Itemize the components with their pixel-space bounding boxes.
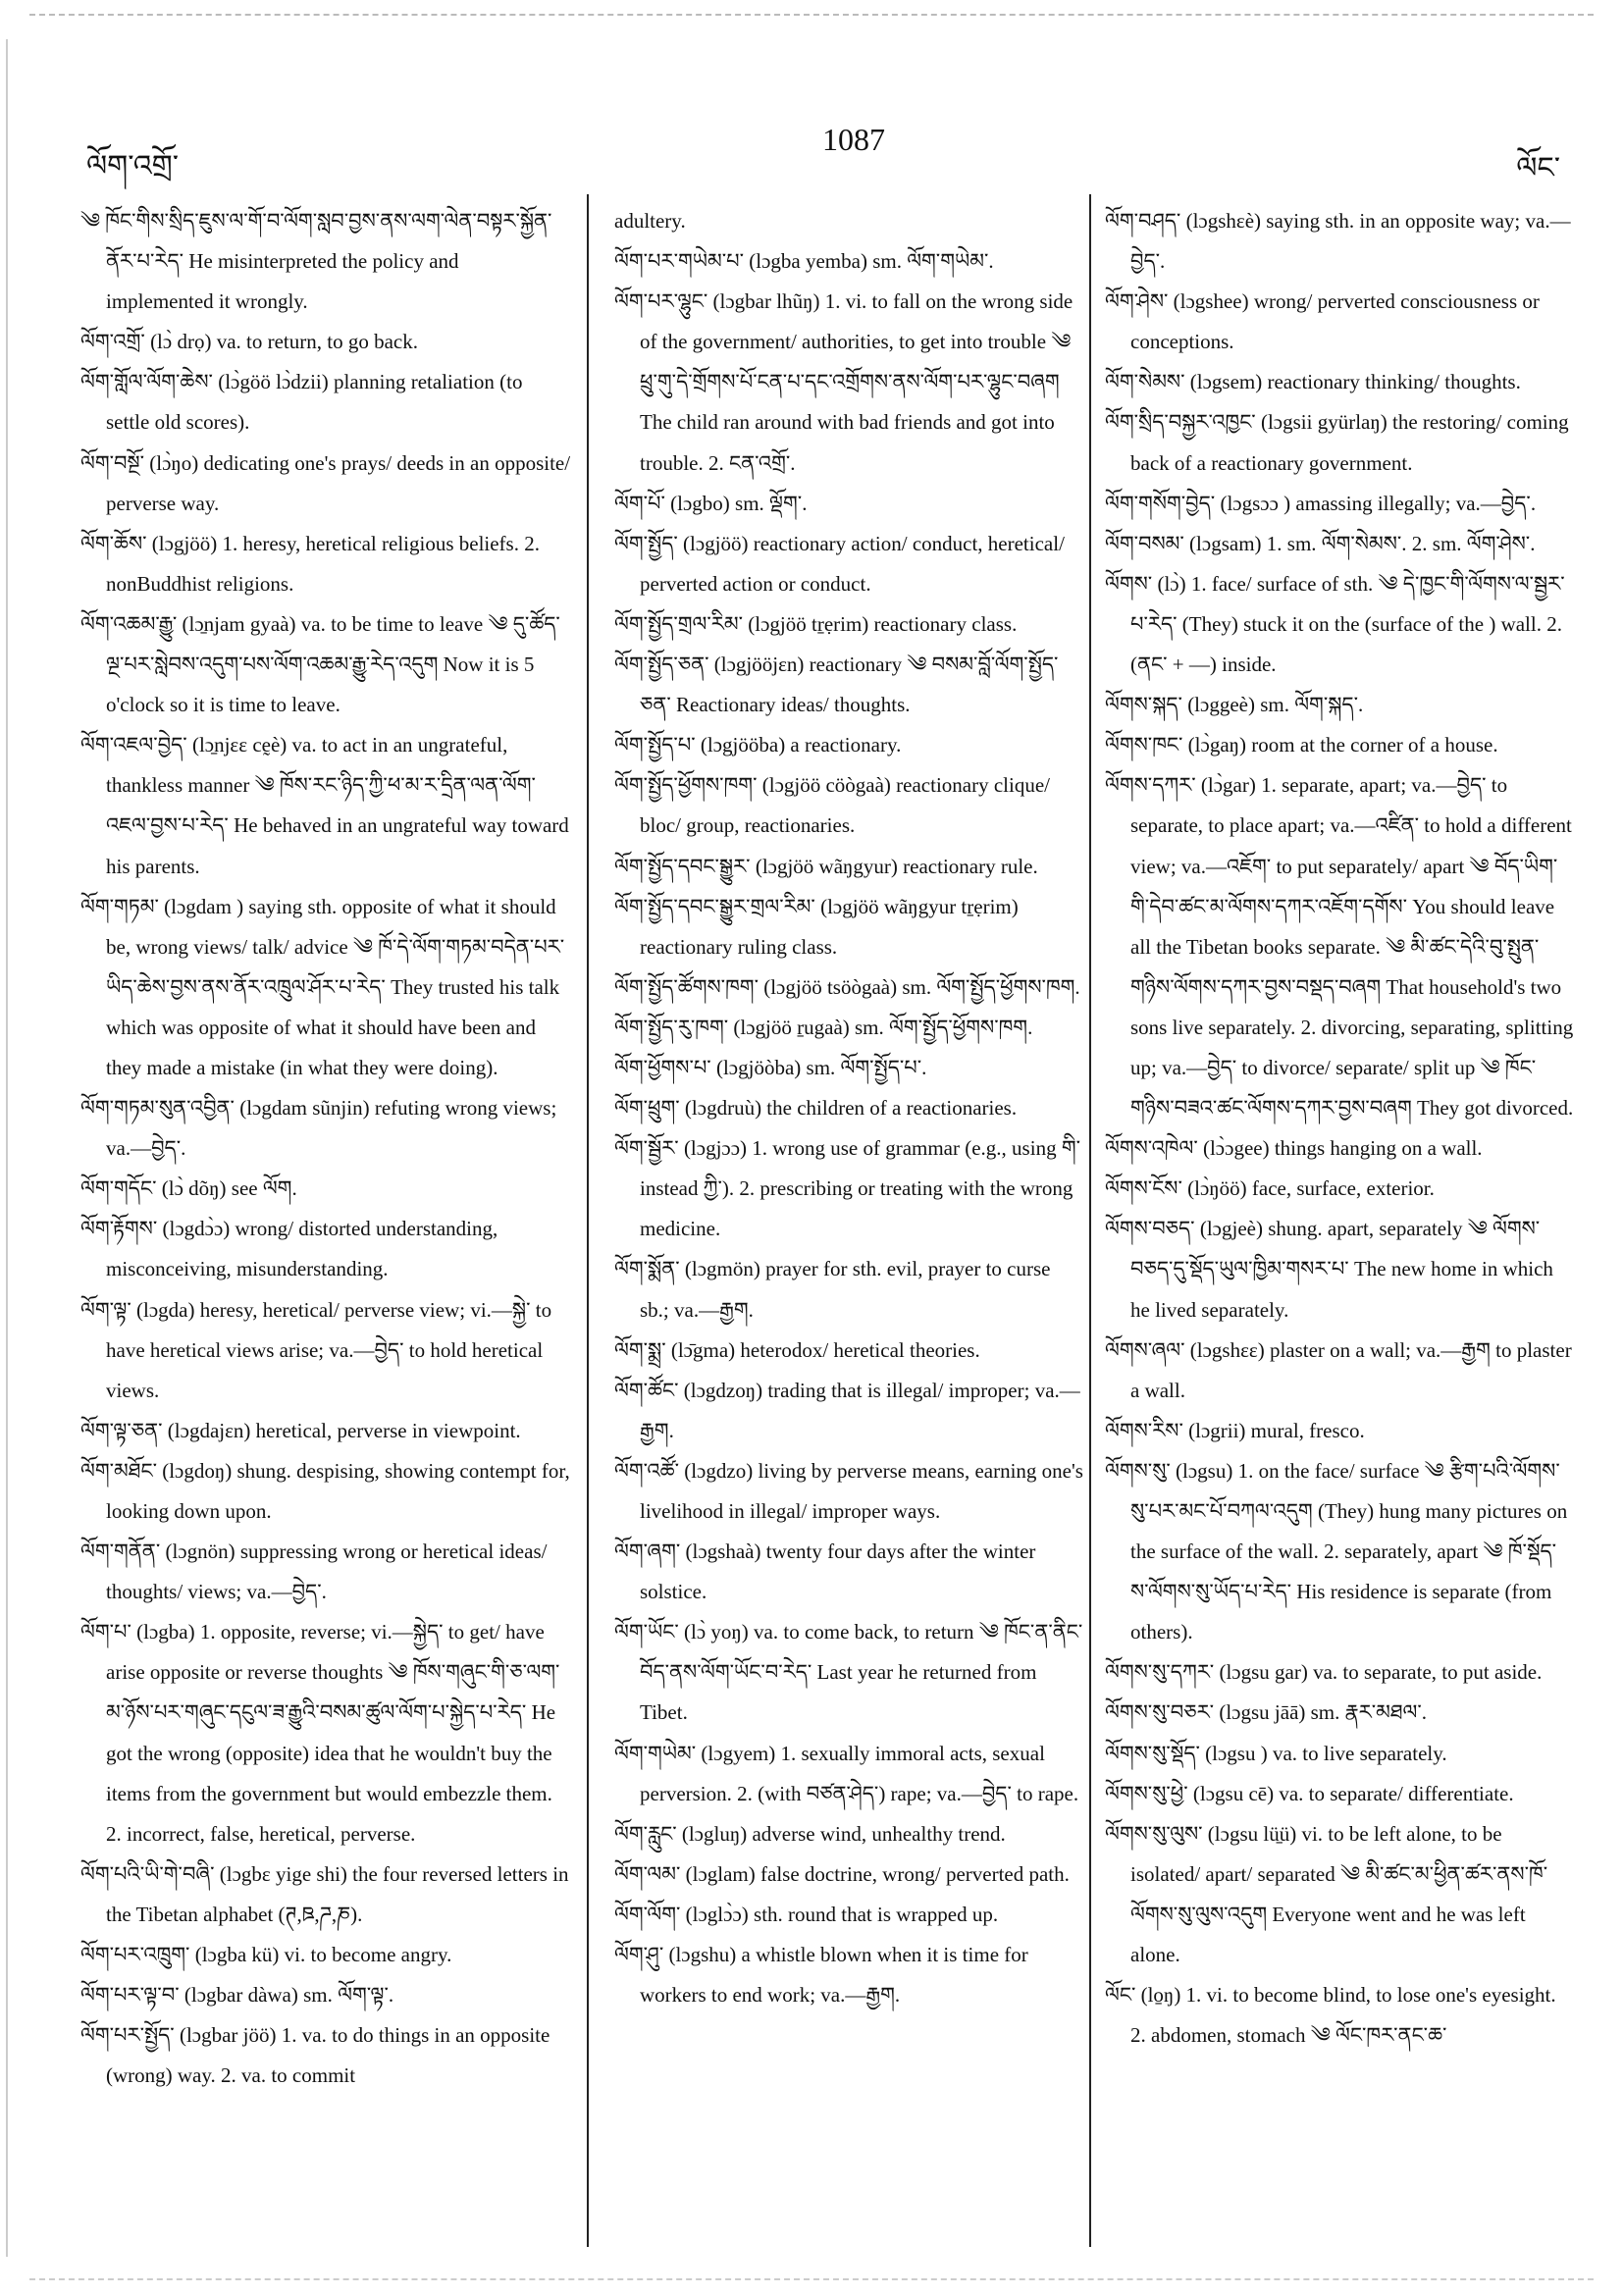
dictionary-entry: ལོག་གཏམ་སུན་འབྱིན་ (lɔgdam sũnjin) refuting wrong views; va.—བྱེད་. [80, 1096, 557, 1161]
dictionary-entry: ལོག་པར་ལྷུང་ (lɔgbar lhũŋ) 1. vi. to fall on the wrong side of the government/ authorities, to get into trouble ༄ ཕྲུ་གུ་དེ་གྲོགས་པོ་ངན་པ་དང་འགྲོགས་ནས་ལོག་པར་ལྷུང་བཞག The child ran around with bad friends and got into trouble. 2. ངན་འགྲོ་. [614, 289, 1073, 475]
dictionary-entry: ལོག་ཡོང་ (lɔ̀ yoŋ) va. to come back, to return ༄ ཁོང་ན་ནིང་བོད་ནས་ལོག་ཡོང་བ་རེད་ Last year he returned from Tibet. [614, 1620, 1083, 1725]
dictionary-entry: ལོག་སྤྱོད་ཅན་ (lɔgjööjɛn) reactionary ༄ བསམ་བློ་ལོག་སྤྱོད་ཅན་ Reactionary ideas/ thoughts. [614, 652, 1059, 717]
dictionary-entry: ལོག་རླུང་ (lɔgluŋ) adverse wind, unhealthy trend. [614, 1821, 1006, 1846]
dictionary-entry: ལོག་སྤྱོད་རུ་ཁག་ (lɔgjöö ṟugaà) sm. ལོག་སྤྱོད་ཕྱོགས་ཁག. [614, 1015, 1033, 1039]
dictionary-entry: ལོག་སྤྱོད་གྲལ་རིམ་ (lɔgjöö tṟẹrim) reactionary class. [614, 611, 1018, 636]
dictionary-entry: ༄ ཁོང་གིས་སྲིད་ཇུས་ལ་གོ་བ་ལོག་སླབ་བྱས་ནས་ལག་ལེན་བསྟར་སྐྱོན་ནོར་པ་རེད་ He misinterpreted the policy and implemented it wrongly. [80, 209, 552, 314]
dictionary-entry: ལོག་འཆམ་རྒྱུ་ (lɔ̱njam gyaà) va. to be time to leave ༄ དུ་ཚོད་ལྔ་པར་སླེབས་འདུག་པས་ལོག་འཆམ་རྒྱུ་རེད་འདུག Now it is 5 o'clock so it is time to leave. [80, 611, 560, 717]
dictionary-entry: ལོགས་ཞལ་ (lɔgshɛɛ) plaster on a wall; va.—རྒྱག to plaster a wall. [1105, 1337, 1572, 1402]
dictionary-entry: ལོག་ལམ་ (lɔglam) false doctrine, wrong/ perverted path. [614, 1861, 1070, 1886]
column-divider [587, 194, 589, 2247]
column-left [80, 201, 571, 2096]
dictionary-entry: ལོག་པོ་ (lɔgbo) sm. ལྡོག་. [614, 491, 808, 515]
dictionary-entry: ལོག་ལོག་ (lɔglɔ̀ɔ) sth. round that is wrapped up. [614, 1902, 999, 1926]
dictionary-entry: ལོག་འཇལ་བྱེད་ (lɔ̱njɛɛ cḛè) va. to act in an ungrateful, thankless manner ༄ ཁོས་རང་ཉིད་ཀྱི་ཕ་མ་ར་དྲིན་ལན་ལོག་འཇལ་བྱས་པ་རེད་ He behaved in an ungrateful way toward his parents. [80, 733, 569, 878]
dictionary-entry: ལོག་མཐོང་ (lɔgdoŋ) shung. despising, showing contempt for, looking down upon. [80, 1458, 570, 1523]
left-running-head: ལོག་འགྲོ་ [86, 149, 180, 183]
dictionary-entry: ལོག་ཕྲུག་ (lɔgdruù) the children of a reactionaries. [614, 1096, 1018, 1121]
column-right [1105, 201, 1574, 2056]
dictionary-entry: ལོག་ཚོང་ (lɔgdzoŋ) trading that is illegal/ improper; va.—རྒྱག. [614, 1378, 1080, 1442]
dictionary-entry: ལོག་འགྲོ་ (lɔ̀ drọ) va. to return, to go back. [80, 330, 418, 354]
dictionary-entry: ལོག་གནོན་ (lɔgnön) suppressing wrong or heretical ideas/ thoughts/ views; va.—བྱེད་. [80, 1539, 548, 1604]
dictionary-entry: ལོག་སྤྱོད་པ་ (lɔgjööba) a reactionary. [614, 733, 902, 757]
dictionary-entry: ལོག་ལྟ་ (lɔgda) heresy, heretical/ perverse view; vi.—སྐྱེ་ to have heretical views arise; va.—བྱེད་ to hold heretical views. [80, 1297, 552, 1402]
dictionary-entry: ལོག་པར་སྤྱོད་ (lɔgbar jöö) 1. va. to do things in an opposite (wrong) way. 2. va. to commit [80, 2023, 550, 2088]
dictionary-entry: ལོག་སྨྲ་ (lɔ̄gma) heterodox/ heretical theories. [614, 1337, 980, 1362]
dictionary-entry: ལོག་གསོག་བྱེད་ (lɔgsɔɔ ) amassing illegally; va.—བྱེད་. [1105, 491, 1537, 515]
dictionary-entry: ལོག་པའི་ཡི་གེ་བཞི་ (lɔgbɛ yige shi) the four reversed letters in the Tibetan alphabet (ཊ,ཋ,ཌ,ཎ). [80, 1861, 569, 1926]
dictionary-entry: ལོག་བཤད་ (lɔgshɛè) saying sth. in an opposite way; va.—བྱེད་. [1105, 209, 1571, 274]
dictionary-entry: ལོགས་དཀར་ (lɔ̀gar) 1. separate, apart; va.—བྱེད་ to separate, to place apart; va.—འཛིན་ to hold a different view; va.—འཇོག་ to put separately/ apart ༄ བོད་ཡིག་གི་དེབ་ཚང་མ་ལོགས་དཀར་འཇོག་དགོས་ You should leave all the Tibetan books separate. ༄ མི་ཚང་དེའི་བུ་སྤུན་གཉིས་ལོགས་དཀར་བྱས་བསྡད་བཞག That household's two sons live separately. 2. divorcing, separating, splitting up; va.—བྱེད་ to divorce/ separate/ split up ༄ ཁོང་གཉིས་བཟའ་ཚང་ལོགས་དཀར་བྱས་བཞག They got divorced. [1105, 773, 1574, 1121]
dictionary-entry: ལོག་ཤུ་ (lɔgshu) a whistle blown when it is time for workers to end work; va.—རྒྱག. [614, 1943, 1028, 2008]
dictionary-entry: ལོག་སེམས་ (lɔgsem) reactionary thinking/ thoughts. [1105, 370, 1521, 394]
dictionary-entry: ལོང་ (lo̱ŋ) 1. vi. to become blind, to lose one's eyesight. 2. abdomen, stomach ༄ ལོང་ཁར་ནང་ཆ་ [1105, 1983, 1556, 2048]
dictionary-entry: ལོག་ཤེས་ (lɔgshee) wrong/ perverted consciousness or conceptions. [1105, 289, 1540, 354]
dictionary-entry: ལོགས་སུ་ (lɔgsu) 1. on the face/ surface ༄ རྩིག་པའི་ལོགས་སུ་པར་མང་པོ་བཀལ་འདུག (They) hung many pictures on the surface of the wall. 2. separately, apart ༄ ཁོ་སྡོད་ས་ལོགས་སུ་ཡོད་པ་རེད་ His residence is separate (from others). [1105, 1458, 1568, 1644]
dictionary-entry: ལོག་གདོང་ (lɔ̀ dõŋ) see ལོག. [80, 1176, 297, 1201]
dictionary-entry: ལོགས་སྐད་ (lɔggeè) sm. ལོག་སྐད་. [1105, 693, 1364, 717]
dictionary-entry: ལོག་སྨོན་ (lɔgmön) prayer for sth. evil, prayer to curse sb.; va.—རྒྱག. [614, 1257, 1051, 1322]
right-running-head: ལོང་ [1516, 151, 1560, 185]
dictionary-entry: ལོག་བསམ་ (lɔgsam) 1. sm. ལོག་སེམས་. 2. sm. ལོག་ཤེས་. [1105, 531, 1536, 555]
dictionary-entry: ལོག་ཕྱོགས་པ་ (lɔgjöòba) sm. ལོག་སྤྱོད་པ་. [614, 1055, 927, 1079]
dictionary-entry: ལོག་སྤྱོད་དབང་སྒྱུར་གྲལ་རིམ་ (lɔgjöö wãŋgyur tṟẹrim) reactionary ruling class. [614, 894, 1019, 959]
dictionary-entry: ལོགས་ (lɔ̀) 1. face/ surface of sth. ༄ དེ་ཁྱང་གི་ལོགས་ལ་སྦྱར་པ་རེད་ (They) stuck it on the (surface of the ) wall. 2. (ནང་ + —) inside. [1105, 571, 1565, 677]
dictionary-entry: ལོག་ཞག་ (lɔgshaà) twenty four days after the winter solstice. [614, 1539, 1036, 1604]
dictionary-entry: ལོག་པར་འཁྲུག་ (lɔgba kü) vi. to become angry. [80, 1943, 452, 1967]
dictionary-entry: ལོགས་སུ་སྡོད་ (lɔgsu ) va. to live separately. [1105, 1741, 1447, 1765]
dictionary-entry: ལོགས་ངོས་ (lɔ̀ŋöö) face, surface, exterior. [1105, 1176, 1435, 1201]
dictionary-entry: ལོག་པར་གཡེམ་པ་ (lɔgba yemba) sm. ལོག་གཡེམ་. [614, 249, 994, 274]
dictionary-entry: ལོག་སྦྱོར་ (lɔgjɔɔ) 1. wrong use of grammar (e.g., using གི་ instead ཀྱི་). 2. prescribing or treating with the wrong medicine. [614, 1136, 1081, 1241]
bottom-scan-border [29, 2278, 1594, 2280]
dictionary-entry: ལོགས་བཅད་ (lɔgjeè) shung. apart, separately ༄ ལོགས་བཅད་དུ་སྡོད་ཡུལ་ཁྱིམ་གསར་པ་ The new home in which he lived separately. [1105, 1217, 1553, 1322]
dictionary-entry: ལོགས་སུ་ཕྱེ་ (lɔgsu cē) va. to separate/ differentiate. [1105, 1781, 1514, 1805]
column-divider [1089, 194, 1091, 2247]
dictionary-entry: ལོགས་སུ་ལུས་ (lɔgsu lü̱ü) vi. to be left alone, to be isolated/ apart/ separated ༄ མི་ཚང་མ་ཕྱིན་ཚར་ནས་ཁོ་ལོགས་སུ་ལུས་འདུག Everyone went and he was left alone. [1105, 1821, 1548, 1967]
dictionary-entry: ལོག་སྤྱོད་ཕྱོགས་ཁག་ (lɔgjöö cöògaà) reactionary clique/ bloc/ group, reactionaries. [614, 773, 1051, 838]
dictionary-entry: adultery. [614, 209, 686, 233]
dictionary-entry: ལོག་རྟོགས་ (lɔgdɔ̀ɔ) wrong/ distorted understanding, misconceiving, misunderstanding. [80, 1217, 498, 1281]
left-scan-border [6, 39, 8, 2257]
column-middle [614, 201, 1083, 2015]
dictionary-entry: ལོགས་རིས་ (lɔgrii) mural, fresco. [1105, 1418, 1365, 1442]
dictionary-entry: ལོག་སྤྱོད་ཚོགས་ཁག་ (lɔgjöö tsöògaà) sm. ལོག་སྤྱོད་ཕྱོགས་ཁག. [614, 974, 1080, 999]
dictionary-entry: ལོག་གློལ་ལོག་ཆེས་ (lɔ̀göö lɔ̀dzii) planning retaliation (to settle old scores). [80, 370, 523, 435]
dictionary-entry: ལོག་གཏམ་ (lɔgdam ) saying sth. opposite of what it should be, wrong views/ talk/ advice ༄ ཁོ་དེ་ལོག་གཏམ་བདེན་པར་ཡིད་ཆེས་བྱས་ནས་ནོར་འཁྲུལ་ཤོར་པ་རེད་ They trusted his talk which was opposite of what it should have been and they made a mistake (in what they were doing). [80, 894, 565, 1079]
dictionary-entry: ལོག་སྤྱོད་ (lɔgjöö) reactionary action/ conduct, heretical/ perverted action or conduct. [614, 531, 1065, 596]
dictionary-entry: ལོག་ཆོས་ (lɔgjöö) 1. heresy, heretical religious beliefs. 2. nonBuddhist religions. [80, 531, 540, 596]
page-number: 1087 [822, 122, 885, 157]
dictionary-entry: ལོག་པ་ (lɔgba) 1. opposite, reverse; vi.—སྐྱེད་ to get/ have arise opposite or reverse thoughts ༄ ཁོས་གཞུང་གི་ཅ་ལག་མ་ཉོས་པར་གཞུང་དངུལ་ཟ་རྒྱུའི་བསམ་ཚུལ་ལོག་པ་སྐྱེད་པ་རེད་ He got the wrong (opposite) idea that he wouldn't buy the items from the government but would embezzle them. 2. incorrect, false, heretical, perverse. [80, 1620, 560, 1846]
top-scan-border [29, 14, 1594, 16]
dictionary-entry: ལོགས་སུ་དཀར་ (lɔgsu gar) va. to separate, to put aside. [1105, 1660, 1543, 1685]
dictionary-entry: ལོག་བསྔོ་ (lɔ̀ŋo) dedicating one's prays/ deeds in an opposite/ perverse way. [80, 450, 571, 515]
dictionary-entry: ལོག་སྲིད་བསྐྱར་འཁྱང་ (lɔgsii gyürlaŋ) the restoring/ coming back of a reactionary government. [1105, 410, 1569, 475]
dictionary-entry: ལོགས་འཁེལ་ (lɔ̀ɔgee) things hanging on a wall. [1105, 1136, 1483, 1161]
dictionary-entry: ལོགས་ཁང་ (lɔ̀gaŋ) room at the corner of a house. [1105, 733, 1498, 757]
dictionary-entry: ལོག་འཚོ་ (lɔgdzo) living by perverse means, earning one's livelihood in illegal/ improper ways. [614, 1458, 1083, 1523]
dictionary-entry: ལོག་ལྟ་ཅན་ (lɔgdajɛn) heretical, perverse in viewpoint. [80, 1418, 521, 1442]
dictionary-entry: ལོག་གཡེམ་ (lɔgyem) 1. sexually immoral acts, sexual perversion. 2. (with བཙན་ཤེད་) rape; va.—བྱེད་ to rape. [614, 1741, 1079, 1805]
dictionary-entry: ལོགས་སུ་བཅར་ (lɔgsu jāā) sm. རྣར་མཐལ་. [1105, 1700, 1428, 1725]
dictionary-entry: ལོག་པར་ལྟ་བ་ (lɔgbar dàwa) sm. ལོག་ལྟ་. [80, 1983, 394, 2008]
dictionary-entry: ལོག་སྤྱོད་དབང་སྒྱུར་ (lɔgjöö wãŋgyur) reactionary rule. [614, 854, 1038, 878]
